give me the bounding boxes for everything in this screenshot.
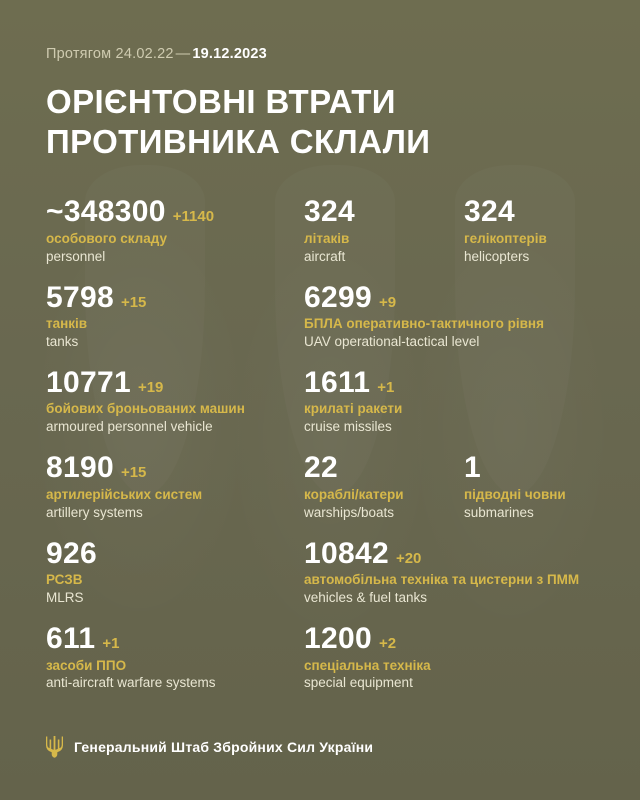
stat-label-ua: крилаті ракети [304, 401, 403, 417]
stat-delta: +9 [378, 293, 397, 311]
stat-label-en: warships/boats [304, 504, 395, 520]
stat-item [46, 622, 304, 692]
trident-emblem-icon [46, 735, 63, 758]
stat-label-ua: літаків [304, 230, 350, 246]
stat-label-ua: гелікоптерів [464, 230, 547, 246]
stat-label-en: tanks [46, 334, 79, 349]
stat-label-ua: автомобільна техніка та цистерни з ПММ [304, 572, 580, 588]
stat-delta: +1 [377, 378, 395, 396]
stat-value: 611 [46, 621, 96, 655]
stat-row [46, 281, 594, 351]
stat-delta: +2 [378, 634, 397, 652]
stat-label-ua: БПЛА оперативно-тактичного рівня [304, 316, 544, 332]
stat-value: 926 [46, 536, 97, 570]
stat-item [304, 281, 544, 351]
stat-label-en: anti-aircraft warfare systems [46, 675, 216, 691]
footer-text: Генеральний Штаб Збройних Сил України [74, 738, 374, 755]
stat-row [46, 195, 594, 265]
period-start: Протягом 24.02.22 [46, 46, 174, 62]
stat-row [46, 622, 594, 692]
stat-label-ua: бойових броньованих машин [46, 401, 245, 417]
period-line [46, 0, 594, 62]
stat-label-en: personnel [46, 248, 106, 264]
stat-label-ua: РСЗВ [46, 572, 83, 588]
stat-label-en: submarines [464, 504, 534, 520]
stat-item [464, 451, 566, 521]
losses-grid [46, 195, 594, 692]
stat-value: 1611 [304, 365, 371, 399]
stat-item [304, 451, 464, 521]
stat-label-ua: спеціальна техніка [304, 657, 431, 673]
stat-value: 6299 [304, 280, 372, 314]
stat-label-ua: підводні човни [464, 486, 566, 502]
stat-label-en: artillery systems [46, 504, 143, 520]
stat-item [304, 537, 579, 607]
stat-item [46, 366, 304, 436]
period-end: 19.12.2023 [192, 46, 267, 62]
stat-delta: +15 [120, 464, 147, 482]
stat-label-en: armoured personnel vehicle [46, 419, 213, 435]
stat-item [304, 622, 431, 692]
stat-label-ua: особового складу [46, 230, 167, 246]
stat-delta: +19 [137, 378, 164, 396]
stat-row [46, 366, 594, 436]
stat-value: 10842 [304, 536, 389, 570]
stat-delta: +1140 [172, 208, 215, 226]
stat-value: 10771 [46, 365, 131, 399]
period-dash: — [175, 46, 191, 62]
stat-label-ua: кораблі/катери [304, 486, 404, 502]
stat-value: 8190 [46, 451, 114, 485]
stat-label-en: vehicles & fuel tanks [304, 590, 428, 606]
stat-item [304, 366, 402, 436]
page-title-line2: ПРОТИВНИКА СКЛАЛИ [46, 122, 431, 160]
stat-value: 1200 [304, 621, 372, 655]
stat-row [46, 451, 594, 521]
stat-item [46, 195, 304, 265]
stat-item [46, 537, 304, 607]
stat-value: 324 [464, 195, 515, 229]
stat-label-en: MLRS [46, 590, 84, 606]
page-title [46, 82, 594, 161]
stat-value: ~348300 [46, 195, 166, 229]
footer [46, 735, 373, 758]
stat-value: 22 [304, 451, 338, 485]
stat-item [304, 195, 464, 265]
stat-item [46, 451, 304, 521]
stat-label-en: cruise missiles [304, 419, 392, 435]
stat-label-ua: танків [46, 316, 88, 332]
stat-label-en: UAV operational-tactical level [304, 334, 480, 349]
stat-delta: +1 [102, 634, 120, 652]
stat-label-ua: артилерійських систем [46, 486, 203, 502]
stat-label-en: aircraft [304, 248, 346, 264]
stat-value: 5798 [46, 280, 114, 314]
stat-label-en: helicopters [464, 248, 530, 264]
stat-label-ua: засоби ППО [46, 657, 127, 673]
stat-row [46, 537, 594, 607]
stat-label-en: special equipment [304, 675, 413, 691]
stat-item [464, 195, 547, 265]
stat-delta: +20 [395, 549, 422, 567]
stat-value: 1 [464, 451, 481, 485]
page-title-line1: ОРІЄНТОВНІ ВТРАТИ [46, 83, 396, 120]
stat-delta: +15 [120, 293, 147, 311]
stat-value: 324 [304, 195, 355, 229]
stat-item [46, 281, 304, 351]
